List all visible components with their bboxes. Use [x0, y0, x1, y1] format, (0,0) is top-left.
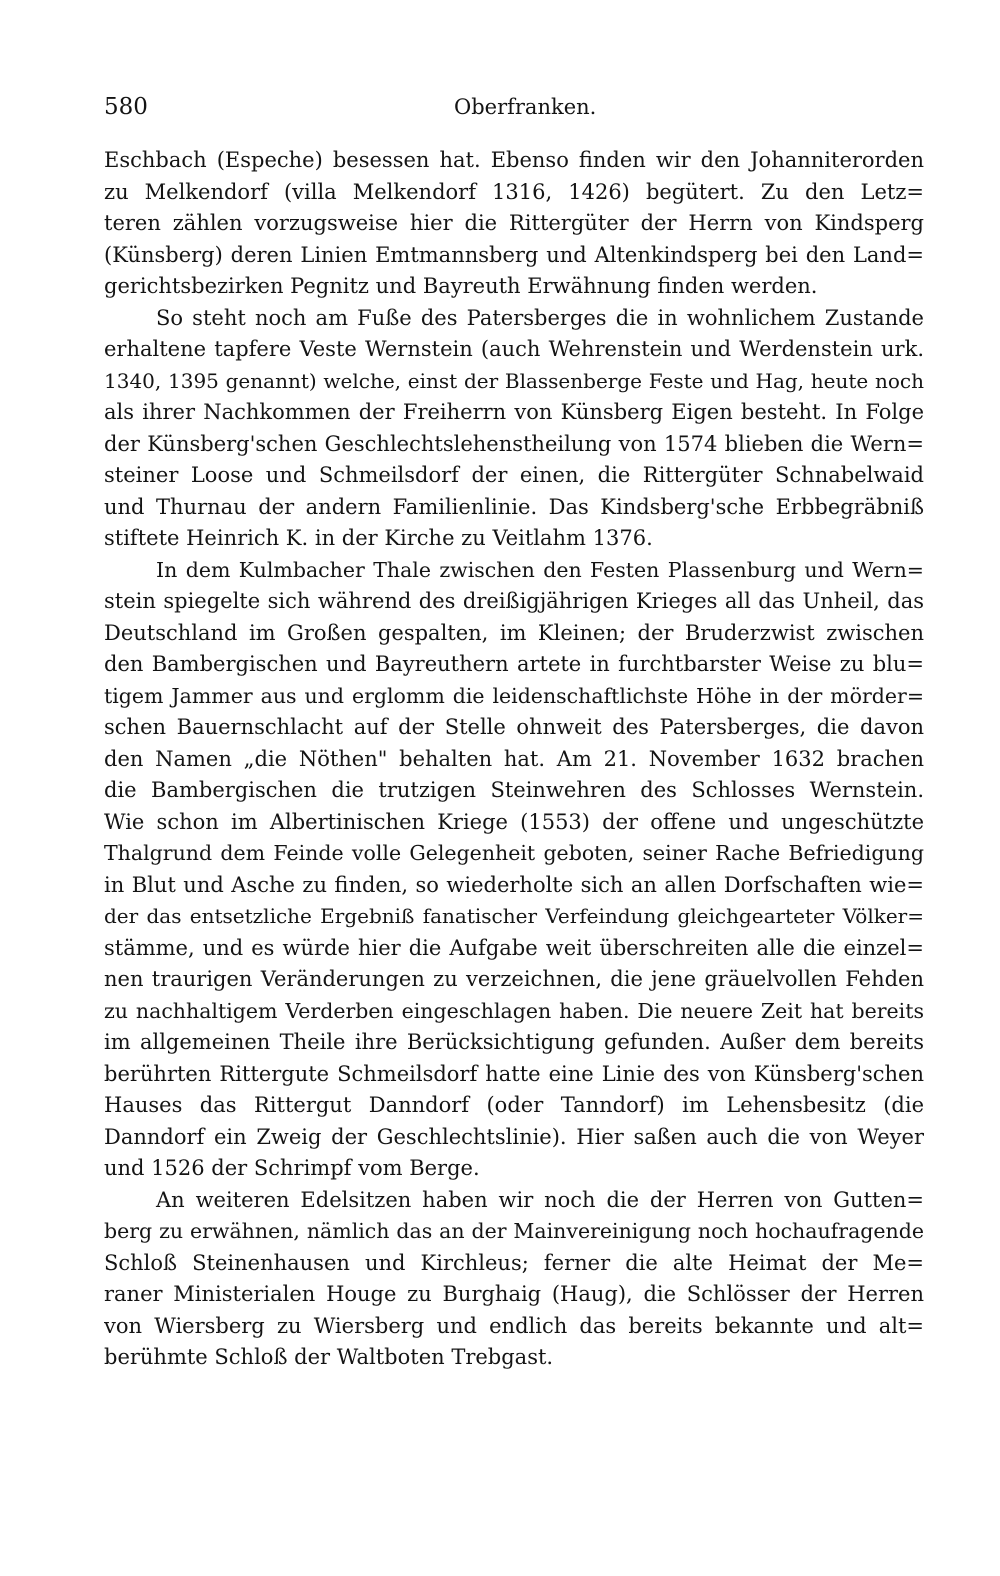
- text-line: Eschbach (Espeche) besessen hat. Ebenso finden wir den Johanniterorden: [104, 148, 924, 172]
- text-line: berührten Rittergute Schmeilsdorf hatte eine Linie des von Künsberg'schen: [104, 1061, 924, 1086]
- text-line: In dem Kulmbacher Thale zwischen den Festen Plassenburg und Wern=: [156, 557, 924, 582]
- text-line: nen traurigen Veränderungen zu verzeichnen, die jene gräuelvollen Fehden: [104, 967, 924, 991]
- text-line: berg zu erwähnen, nämlich das an der Mainvereinigung noch hochaufragende: [104, 1219, 924, 1243]
- text-line: erhaltene tapfere Veste Wernstein (auch Wehrenstein und Werdenstein urk.: [104, 337, 924, 361]
- text-line: 1340, 1395 genannt) welche, einst der Blassenberge Feste und Hag, heute noch: [104, 368, 924, 393]
- text-line: (Künsberg) deren Linien Emtmannsberg und Altenkindsperg bei den Land=: [104, 242, 924, 267]
- page-header: [104, 92, 924, 122]
- text-line: Deutschland im Großen gespalten, im Kleinen; der Bruderzwist zwischen: [104, 620, 924, 645]
- page-number: 580: [104, 94, 148, 120]
- text-line: stein spiegelte sich während des dreißigjährigen Krieges all das Unheil, das: [104, 589, 924, 613]
- text-line: berühmte Schloß der Waltboten Trebgast.: [104, 1345, 554, 1369]
- text-line: An weiteren Edelsitzen haben wir noch die der Herren von Gutten=: [156, 1187, 924, 1212]
- body-text: [104, 145, 924, 1374]
- text-line: den Bambergischen und Bayreuthern artete in furchtbarster Weise zu blu=: [104, 652, 924, 676]
- text-line: im allgemeinen Theile ihre Berücksichtigung gefunden. Außer dem bereits: [104, 1030, 924, 1054]
- text-line: der Künsberg'schen Geschlechtslehenstheilung von 1574 blieben die Wern=: [104, 431, 924, 456]
- text-line: stiftete Heinrich K. in der Kirche zu Veitlahm 1376.: [104, 526, 653, 550]
- text-line: raner Ministerialen Houge zu Burghaig (Haug), die Schlösser der Herren: [104, 1282, 924, 1306]
- text-line: schen Bauernschlacht auf der Stelle ohnweit des Patersberges, die davon: [104, 715, 924, 739]
- text-line: stämme, und es würde hier die Aufgabe weit überschreiten alle die einzel=: [104, 935, 924, 960]
- text-line: Schloß Steinenhausen und Kirchleus; ferner die alte Heimat der Me=: [104, 1250, 924, 1275]
- text-line: steiner Loose und Schmeilsdorf der einen, die Rittergüter Schnabelwaid: [104, 463, 924, 487]
- text-line: und Thurnau der andern Familienlinie. Das Kindsberg'sche Erbbegräbniß: [104, 494, 924, 519]
- text-line: So steht noch am Fuße des Patersberges die in wohnlichem Zustande: [156, 305, 924, 330]
- text-line: und 1526 der Schrimpf vom Berge.: [104, 1156, 480, 1180]
- text-line: zu nachhaltigem Verderben eingeschlagen haben. Die neuere Zeit hat bereits: [104, 998, 924, 1023]
- text-line: den Namen „die Nöthen" behalten hat. Am 21. November 1632 brachen: [104, 746, 924, 771]
- text-line: Thalgrund dem Feinde volle Gelegenheit geboten, seiner Rache Befriedigung: [104, 841, 924, 865]
- text-line: Danndorf ein Zweig der Geschlechtslinie). Hier saßen auch die von Weyer: [104, 1124, 924, 1149]
- text-line: als ihrer Nachkommen der Freiherrn von Künsberg Eigen besteht. In Folge: [104, 400, 924, 424]
- text-line: zu Melkendorf (villa Melkendorf 1316, 1426) begütert. Zu den Letz=: [104, 179, 924, 204]
- text-line: die Bambergischen die trutzigen Steinwehren des Schlosses Wernstein.: [104, 778, 924, 802]
- text-line: gerichtsbezirken Pegnitz und Bayreuth Erwähnung finden werden.: [104, 274, 818, 298]
- text-line: der das entsetzliche Ergebniß fanatischer Verfeindung gleichgearteter Völker=: [104, 904, 924, 928]
- text-line: Hauses das Rittergut Danndorf (oder Tanndorf) im Lehensbesitz (die: [104, 1093, 924, 1117]
- text-line: tigem Jammer aus und erglomm die leidenschaftlichste Höhe in der mörder=: [104, 683, 924, 708]
- running-head: Oberfranken.: [454, 95, 597, 119]
- text-line: in Blut und Asche zu finden, so wiederholte sich an allen Dorfschaften wie=: [104, 872, 924, 897]
- text-line: von Wiersberg zu Wiersberg und endlich das bereits bekannte und alt=: [104, 1313, 924, 1338]
- text-line: Wie schon im Albertinischen Kriege (1553) der offene und ungeschützte: [104, 809, 924, 834]
- text-line: teren zählen vorzugsweise hier die Rittergüter der Herrn von Kindsperg: [104, 211, 924, 235]
